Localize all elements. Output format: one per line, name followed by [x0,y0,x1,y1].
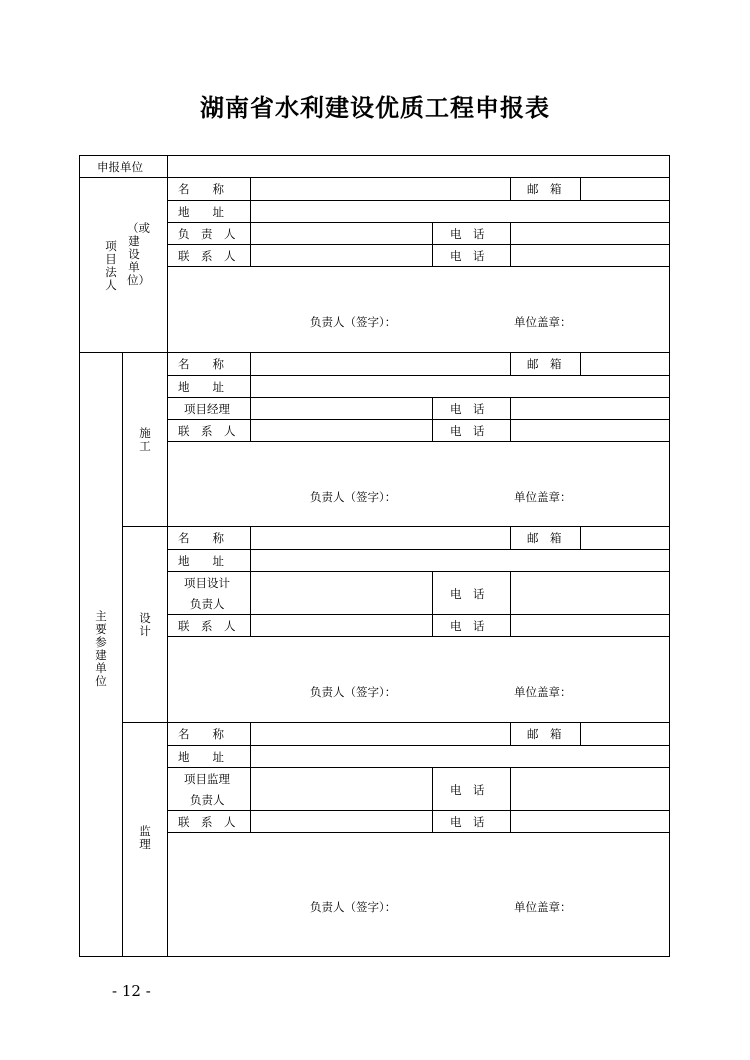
col-divider [432,397,433,441]
signature-label: 负责人（签字）： [310,315,397,329]
seal-label: 单位盖章： [514,900,572,914]
phone-label: 电 话 [450,783,485,797]
mailbox-field[interactable] [586,357,664,371]
leader-label: 负 责 人 [178,227,236,241]
col-divider [510,571,511,636]
mailbox-field[interactable] [586,182,664,196]
name-label: 名 称 [178,357,224,371]
design-manager-label: 项目设计 [184,576,230,590]
row-divider [167,266,670,267]
contact-label: 联 系 人 [178,249,236,263]
address-label: 地 址 [178,554,224,568]
phone-label: 电 话 [450,402,485,416]
design-manager-field[interactable] [258,585,426,599]
col-divider [510,722,511,745]
contact-label: 联 系 人 [178,424,236,438]
page-number: - 12 - [112,982,151,1000]
col-divider [580,722,581,745]
signature-label: 负责人（签字）： [310,900,397,914]
table-left-border [79,155,80,957]
address-label: 地 址 [178,380,224,394]
contact-label: 联 系 人 [178,815,236,829]
phone-field[interactable] [516,585,664,599]
construction-label: 施工 [139,426,151,453]
applicant-unit-label: 申报单位 [97,160,143,174]
col-divider [580,526,581,549]
legal-person-sub-label: （或建设单位） [127,221,150,287]
mailbox-label: 邮 箱 [527,357,562,371]
address-field[interactable] [258,750,663,764]
col-divider [250,526,251,636]
applicant-unit-field[interactable] [175,160,665,174]
contact-field[interactable] [258,619,426,633]
row-divider [167,614,670,615]
design-label: 设计 [139,611,151,638]
col-divider [250,722,251,832]
row-divider [167,745,670,746]
col-divider [580,352,581,375]
col-divider [432,767,433,832]
main-units-label: 主要参建单位 [95,609,107,688]
col-divider [250,177,251,266]
phone-label: 电 话 [450,249,485,263]
phone-field[interactable] [516,227,664,241]
address-field[interactable] [258,205,663,219]
column-divider [122,352,123,957]
phone-label: 电 话 [450,587,485,601]
row-divider [167,767,670,768]
column-divider [167,155,168,957]
row-divider [167,375,670,376]
name-label: 名 称 [178,727,224,741]
project-manager-field[interactable] [258,402,426,416]
row-divider [167,419,670,420]
row-divider [167,244,670,245]
leader-field[interactable] [258,227,426,241]
row-divider [167,222,670,223]
col-divider [432,571,433,636]
section-divider [122,722,670,723]
row-divider [167,441,670,442]
mailbox-field[interactable] [586,727,664,741]
design-manager-label-2: 负责人 [190,597,225,611]
address-label: 地 址 [178,205,224,219]
phone-field[interactable] [516,781,664,795]
row-divider [167,636,670,637]
section-divider [122,526,670,527]
row-divider [167,200,670,201]
row-divider [167,571,670,572]
col-divider [250,352,251,441]
phone-label: 电 话 [450,815,485,829]
page-title: 湖南省水利建设优质工程申报表 [200,93,550,122]
col-divider [510,767,511,832]
row-divider [167,810,670,811]
phone-label: 电 话 [450,424,485,438]
col-divider [580,177,581,200]
name-field[interactable] [258,727,503,741]
address-label: 地 址 [178,750,224,764]
row-divider [167,397,670,398]
name-field[interactable] [258,182,503,196]
contact-field[interactable] [258,249,426,263]
contact-field[interactable] [258,815,426,829]
phone-field[interactable] [516,249,664,263]
supervision-label: 监理 [139,824,151,851]
name-label: 名 称 [178,531,224,545]
phone-field[interactable] [516,619,664,633]
phone-field[interactable] [516,424,664,438]
col-divider [510,222,511,266]
col-divider [510,397,511,441]
row-divider [167,549,670,550]
address-field[interactable] [258,554,663,568]
table-right-border [669,155,670,957]
seal-label: 单位盖章： [514,685,572,699]
name-label: 名 称 [178,182,224,196]
col-divider [510,526,511,549]
signature-label: 负责人（签字）： [310,490,397,504]
contact-label: 联 系 人 [178,619,236,633]
col-divider [510,177,511,200]
col-divider [510,352,511,375]
name-field[interactable] [258,357,503,371]
phone-field[interactable] [516,402,664,416]
col-divider [432,222,433,266]
section-divider [79,352,670,353]
supervision-manager-label: 项目监理 [184,772,230,786]
legal-person-label: 项目法人 [105,239,117,292]
mailbox-label: 邮 箱 [527,727,562,741]
phone-field[interactable] [516,815,664,829]
project-manager-label: 项目经理 [184,402,230,416]
supervision-manager-label-2: 负责人 [190,793,225,807]
mailbox-field[interactable] [586,531,664,545]
address-field[interactable] [258,380,663,394]
mailbox-label: 邮 箱 [527,182,562,196]
mailbox-label: 邮 箱 [527,531,562,545]
supervision-manager-field[interactable] [258,781,426,795]
phone-label: 电 话 [450,619,485,633]
signature-label: 负责人（签字）： [310,685,397,699]
row-divider [167,832,670,833]
seal-label: 单位盖章： [514,490,572,504]
name-field[interactable] [258,531,503,545]
contact-field[interactable] [258,424,426,438]
row-divider [79,177,670,178]
phone-label: 电 话 [450,227,485,241]
seal-label: 单位盖章： [514,315,572,329]
